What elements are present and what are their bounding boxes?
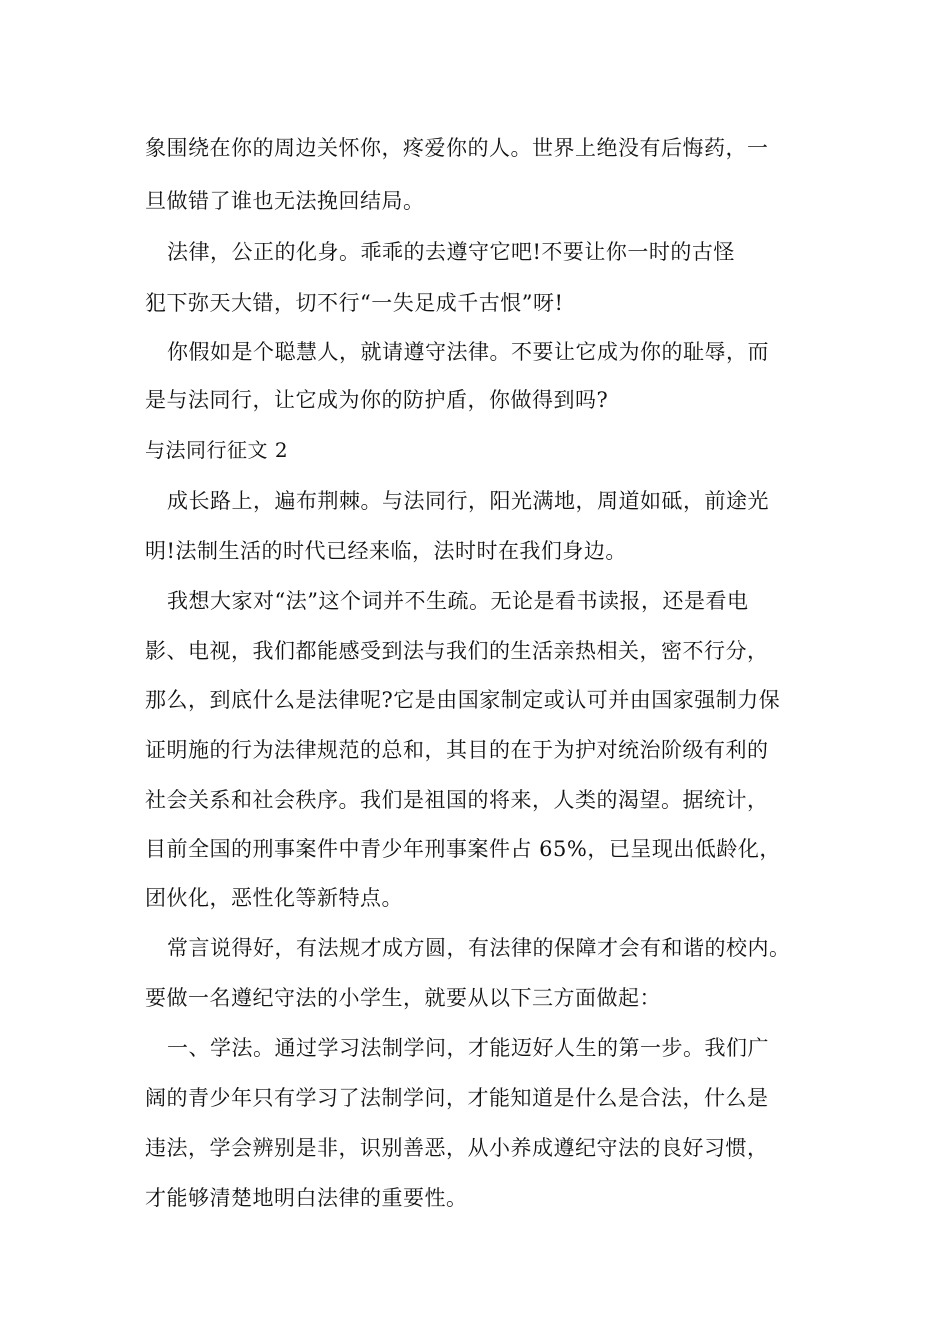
paragraph-start-line: 法律，公正的化身。乖乖的去遵守它吧!不要让你一时的古怪 (167, 240, 735, 264)
text-line: 才能够清楚地明白法律的重要性。 (145, 1186, 468, 1210)
text-line: 阔的青少年只有学习了法制学问，才能知道是什么是合法，什么是 (145, 1086, 769, 1110)
text-line: 团伙化，恶性化等新特点。 (145, 886, 403, 910)
paragraph-start-line: 成长路上，遍布荆棘。与法同行，阳光满地，周道如砥，前途光 (167, 489, 769, 513)
text-line: 违法，学会辨别是非，识别善恶，从小养成遵纪守法的良好习惯， (145, 1136, 769, 1160)
text-line: 明!法制生活的时代已经来临，法时时在我们身边。 (145, 539, 627, 563)
section-heading: 与法同行征文 2 (145, 438, 289, 462)
paragraph-start-line: 常言说得好，有法规才成方圆，有法律的保障才会有和谐的校内。 (167, 936, 791, 960)
text-line: 社会关系和社会秩序。我们是祖国的将来，人类的渴望。据统计， (145, 788, 769, 812)
paragraph-start-line: 你假如是个聪慧人，就请遵守法律。不要让它成为你的耻辱，而 (167, 340, 769, 364)
text-line: 影、电视，我们都能感受到法与我们的生活亲热相关，密不行分， (145, 639, 769, 663)
text-line: 是与法同行，让它成为你的防护盾，你做得到吗? (145, 388, 609, 412)
paragraph-start-line: 我想大家对“法”这个词并不生疏。无论是看书读报，还是看电 (167, 589, 749, 613)
text-line: 要做一名遵纪守法的小学生，就要从以下三方面做起： (145, 986, 661, 1010)
paragraph-start-line: 一、学法。通过学习法制学问，才能迈好人生的第一步。我们广 (167, 1036, 769, 1060)
text-line: 证明施的行为法律规范的总和，其目的在于为护对统治阶级有利的 (145, 738, 769, 762)
text-line: 目前全国的刑事案件中青少年刑事案件占 65%，已呈现出低龄化， (145, 837, 781, 861)
text-line: 那么，到底什么是法律呢?它是由国家制定或认可并由国家强制力保 (145, 688, 781, 712)
text-line: 旦做错了谁也无法挽回结局。 (145, 189, 425, 213)
text-line: 象围绕在你的周边关怀你，疼爱你的人。世界上绝没有后悔药，一 (145, 136, 769, 160)
text-line: 犯下弥天大错，切不行“一失足成千古恨”呀! (145, 291, 564, 315)
